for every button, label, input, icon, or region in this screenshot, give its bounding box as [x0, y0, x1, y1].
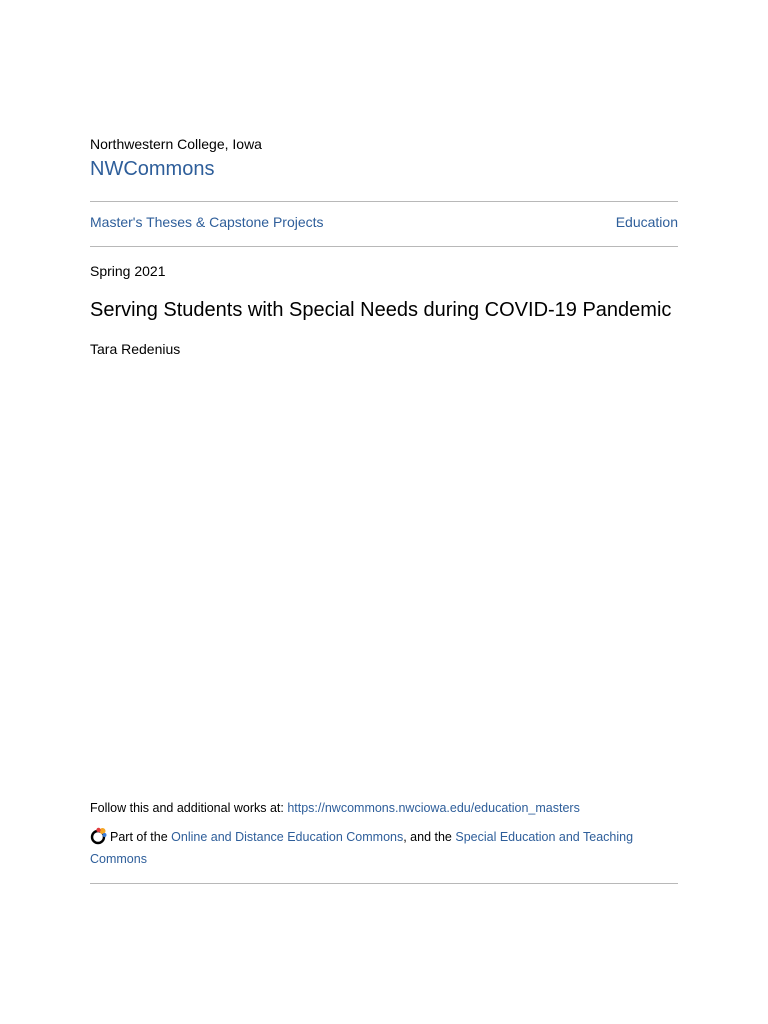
cover-page: [90, 0, 678, 1024]
part-of-prefix: Part of the: [110, 830, 172, 844]
network-logo-icon: [90, 827, 108, 845]
divider-middle: [90, 246, 678, 247]
institution-name: Northwestern College, Iowa: [90, 136, 262, 152]
discipline-link[interactable]: Education: [615, 214, 678, 230]
divider-top: [90, 201, 678, 202]
follow-line: [90, 801, 580, 815]
part-of-line: [90, 826, 678, 870]
publication-date: Spring 2021: [90, 263, 166, 279]
commons-link-special-education[interactable]: Special Education and Teaching Commons: [90, 830, 634, 866]
commons-link-online-distance[interactable]: Online and Distance Education Commons: [171, 830, 404, 844]
part-of-middle: , and the: [403, 830, 456, 844]
series-link[interactable]: Master's Theses & Capstone Projects: [90, 214, 324, 230]
follow-url-link[interactable]: https://nwcommons.nwciowa.edu/education_masters: [287, 801, 580, 815]
work-title: Serving Students with Special Needs during COVID-19 Pandemic: [90, 299, 672, 321]
author-name: Tara Redenius: [90, 341, 181, 357]
follow-prefix: Follow this and additional works at:: [90, 801, 288, 815]
divider-bottom: [90, 883, 678, 884]
repository-link[interactable]: NWCommons: [90, 158, 215, 180]
